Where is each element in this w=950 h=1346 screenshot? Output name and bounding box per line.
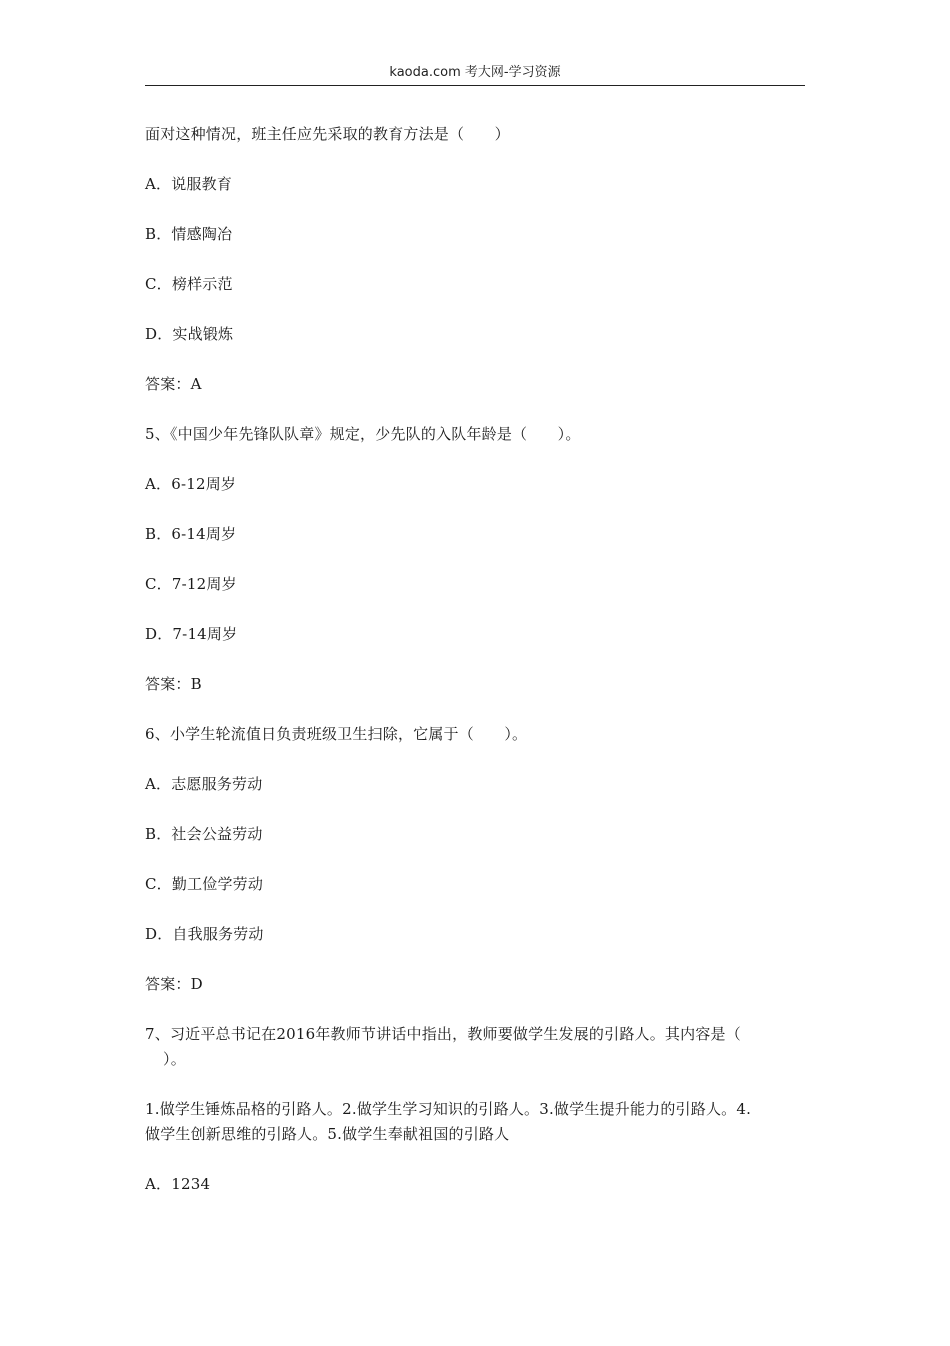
option-a: A．6-12周岁 <box>145 475 237 493</box>
question-stem: 6、小学生轮流值日负责班级卫生扫除，它属于（ ）。 <box>145 725 528 743</box>
answer: 答案：D <box>145 975 203 993</box>
question-stem-continued: ）。 <box>163 1050 186 1068</box>
question-stem: 5、《中国少年先锋队队章》规定，少先队的入队年龄是（ ）。 <box>145 425 581 443</box>
header-divider <box>145 85 805 86</box>
option-d: D．自我服务劳动 <box>145 925 264 943</box>
option-d: D．7-14周岁 <box>145 625 238 643</box>
option-d: D．实战锻炼 <box>145 325 234 343</box>
question-items: 1.做学生锤炼品格的引路人。2.做学生学习知识的引路人。3.做学生提升能力的引路人。4. <box>145 1100 752 1118</box>
answer: 答案：A <box>145 375 202 393</box>
option-c: C．榜样示范 <box>145 275 233 293</box>
question-stem: 7、习近平总书记在2016年教师节讲话中指出，教师要做学生发展的引路人。其内容是（ <box>145 1025 741 1043</box>
option-a: A．说服教育 <box>145 175 233 193</box>
question-items-continued: 做学生创新思维的引路人。5.做学生奉献祖国的引路人 <box>145 1125 510 1143</box>
option-b: B．6-14周岁 <box>145 525 237 543</box>
option-a: A．志愿服务劳动 <box>145 775 263 793</box>
answer: 答案：B <box>145 675 202 693</box>
page-header: kaoda.com 考大网-学习资源 <box>389 65 561 80</box>
option-a: A．1234 <box>145 1175 211 1193</box>
question-stem: 面对这种情况，班主任应先采取的教育方法是（ ） <box>145 125 510 143</box>
option-b: B．社会公益劳动 <box>145 825 263 843</box>
option-c: C．勤工俭学劳动 <box>145 875 264 893</box>
option-c: C．7-12周岁 <box>145 575 237 593</box>
option-b: B．情感陶冶 <box>145 225 233 243</box>
